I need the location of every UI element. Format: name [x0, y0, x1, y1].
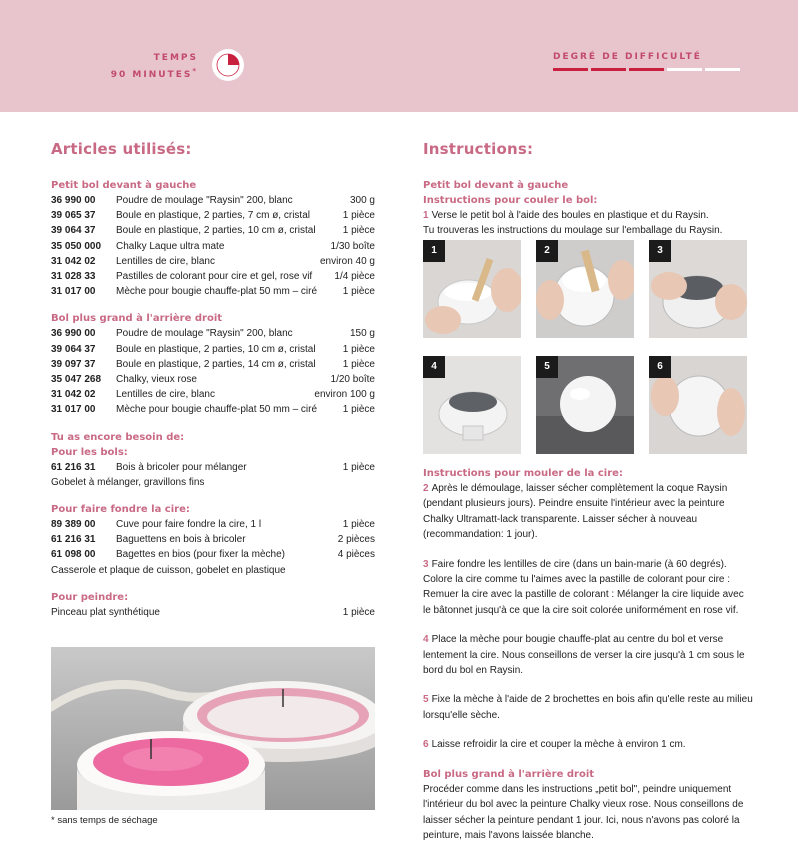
- material-desc: Poudre de moulage "Raysin" 200, blanc: [116, 195, 293, 206]
- step1-text2: Tu trouveras les instructions du moulage sur l'emballage du Raysin.: [423, 225, 723, 237]
- material-desc: Boule en plastique, 2 parties, 14 cm ø, cristal: [116, 358, 316, 370]
- material-desc: Mèche pour bougie chauffe-plat 50 mm – ciré: [116, 286, 318, 298]
- group3-subtitle: Pour les bols:: [51, 446, 128, 458]
- step2-text: Après le démoulage, laisser sécher complètement la coque Raysin (pendant plusieurs jours). Peindre ensuite l'intérieur avec la peinture Chalky Ultramatt-lack transparente. Laisser sécher à nouveau (recommandation: 1 jour).: [423, 483, 728, 541]
- material-qty: 300 g: [349, 195, 375, 206]
- material-desc: Pinceau plat synthétique: [51, 606, 160, 618]
- instructions-sub1: Petit bol devant à gauche: [423, 180, 569, 191]
- material-qty: 1 pièce: [342, 358, 375, 370]
- material-code: 36 990 00: [51, 195, 96, 206]
- difficulty-bar: [629, 68, 664, 71]
- material-desc: Mèche pour bougie chauffe-plat 50 mm – ciré: [116, 404, 318, 416]
- group1-title: Petit bol devant à gauche: [51, 180, 197, 191]
- step3-text: Faire fondre les lentilles de cire (dans un bain-marie (à 60 degrés). Colore la cire comme tu l'aimes avec la pastille de colorant pour cire : Remuer la cire avec la pastille de colorant : Mélanger la cire liquide avec le bâtonnet jusqu'à ce que la cire soit colorée uniformément en rose vif.: [423, 558, 744, 616]
- group3-list: [51, 460, 375, 475]
- material-desc: Chalky, vieux rose: [116, 374, 197, 386]
- step-photo: [649, 240, 747, 338]
- material-qty: 1 pièce: [342, 606, 375, 618]
- material-desc: Pastilles de colorant pour cire et gel, rose vif: [116, 271, 313, 283]
- step3-paragraph: [423, 557, 753, 619]
- material-row: [51, 193, 375, 208]
- step-photo: [649, 356, 747, 454]
- step2-paragraph: [423, 481, 753, 543]
- time-caption: TEMPS: [153, 53, 198, 63]
- material-desc: Chalky Laque ultra mate: [116, 240, 225, 252]
- material-code: 31 017 00: [51, 404, 96, 416]
- step-badge: 5: [536, 356, 558, 378]
- material-qty: 2 pièces: [337, 534, 375, 546]
- material-desc: Boule en plastique, 2 parties, 10 cm ø, cristal: [116, 343, 316, 355]
- material-qty: 1 pièce: [342, 461, 375, 473]
- instructions-heading: Instructions:: [423, 140, 534, 158]
- step1-paragraph: [423, 208, 753, 223]
- material-code: 61 216 31: [51, 534, 96, 546]
- difficulty-bar: [667, 68, 702, 71]
- step1-text: Verse le petit bol à l'aide des boules en plastique et du Raysin.: [431, 210, 709, 221]
- step4-paragraph: [423, 632, 753, 678]
- group5-title: Pour peindre:: [51, 591, 129, 603]
- step6-text: Laisse refroidir la cire et couper la mèche à environ 1 cm.: [431, 739, 686, 751]
- material-code: 39 064 37: [51, 225, 96, 237]
- material-code: 39 065 37: [51, 210, 96, 222]
- material-code: 31 042 02: [51, 255, 96, 267]
- material-desc: Bois à bricoler pour mélanger: [116, 461, 247, 473]
- group4-list: [51, 517, 375, 563]
- group4-extra: Casserole et plaque de cuisson, gobelet en plastique: [51, 564, 286, 576]
- material-code: 31 028 33: [51, 271, 96, 283]
- material-code: 61 216 31: [51, 461, 96, 473]
- material-desc: Bagettes en bios (pour fixer la mèche): [116, 549, 285, 561]
- material-qty: environ 100 g: [314, 389, 375, 401]
- clock-icon: [212, 49, 244, 81]
- material-row: [51, 284, 375, 299]
- time-footnote-mark: *: [192, 67, 198, 75]
- step-number: 1: [423, 210, 429, 221]
- material-row: [51, 269, 375, 284]
- material-row: [51, 605, 375, 620]
- step-badge: 6: [649, 356, 671, 378]
- step-photo: [423, 356, 521, 454]
- material-code: 31 042 02: [51, 389, 96, 401]
- group1-list: [51, 193, 375, 299]
- group2-list: [51, 326, 375, 417]
- instructions-column: [423, 140, 753, 239]
- step-photo: [423, 240, 521, 338]
- material-qty: 1/4 pièce: [334, 271, 375, 283]
- material-row: [51, 326, 375, 341]
- material-code: 61 098 00: [51, 549, 96, 561]
- big-bowl-title: Bol plus grand à l'arrière droit: [423, 768, 595, 780]
- time-value: 90 MINUTES*: [110, 67, 198, 80]
- material-code: 36 990 00: [51, 328, 96, 340]
- material-row: [51, 387, 375, 402]
- step-photos: [423, 240, 753, 454]
- material-qty: 1/20 boîte: [330, 374, 375, 386]
- difficulty-bar: [591, 68, 626, 71]
- step5-text: Fixe la mèche à l'aide de 2 brochettes en bois afin qu'elle reste au milieu lorsqu'elle sèche.: [423, 694, 753, 721]
- step-number: 5: [423, 694, 429, 706]
- material-code: 39 097 37: [51, 358, 96, 370]
- material-code: 35 047 268: [51, 374, 102, 386]
- material-code: 31 017 00: [51, 286, 96, 298]
- material-row: [51, 254, 375, 269]
- material-row: [51, 517, 375, 532]
- material-qty: 1 pièce: [342, 519, 375, 531]
- step-number: 6: [423, 739, 429, 751]
- step-badge: 2: [536, 240, 558, 262]
- material-qty: 1 pièce: [342, 286, 375, 298]
- step5-paragraph: [423, 692, 753, 723]
- material-qty: 4 pièces: [337, 549, 375, 561]
- step-photo: [536, 356, 634, 454]
- material-desc: Boule en plastique, 2 parties, 7 cm ø, cristal: [116, 210, 310, 222]
- material-row: [51, 532, 375, 547]
- material-row: [51, 342, 375, 357]
- group3-extra: Gobelet à mélanger, gravillons fins: [51, 476, 205, 488]
- wax-instructions: [423, 466, 753, 843]
- material-code: 89 389 00: [51, 519, 96, 531]
- material-qty: environ 40 g: [319, 255, 375, 267]
- step-photo: [536, 240, 634, 338]
- big-bowl-text: Procéder comme dans les instructions „petit bol", peindre uniquement l'intérieur du bol avec la peinture Chalky vieux rose. Nous conseillons de laisser sécher la peinture pendant 1 jour. Ici, nous n'avons pas coloré la peinture, mais l'avons laissée blanche.: [423, 783, 744, 841]
- group2-title: Bol plus grand à l'arrière droit: [51, 313, 223, 325]
- material-desc: Boule en plastique, 2 parties, 10 cm ø, cristal: [116, 225, 316, 237]
- difficulty-bar: [705, 68, 740, 71]
- material-qty: 1 pièce: [342, 210, 375, 222]
- material-desc: Lentilles de cire, blanc: [116, 255, 215, 267]
- header-band: [0, 0, 798, 112]
- step-badge: 1: [423, 240, 445, 262]
- difficulty-label: DEGRÉ DE DIFFICULTÉ: [553, 52, 702, 62]
- material-code: 35 050 000: [51, 240, 102, 252]
- material-row: [51, 208, 375, 223]
- material-qty: 1/30 boîte: [330, 240, 375, 252]
- material-code: 39 064 37: [51, 343, 96, 355]
- material-row: [51, 372, 375, 387]
- material-row: [51, 547, 375, 562]
- material-row: [51, 239, 375, 254]
- instructions-sub2: Instructions pour couler le bol:: [423, 195, 598, 206]
- difficulty-bar: [553, 68, 588, 71]
- step-number: 4: [423, 634, 429, 646]
- step-badge: 4: [423, 356, 445, 378]
- materials-column: [51, 140, 375, 620]
- step6-paragraph: [423, 737, 753, 752]
- step4-text: Place la mèche pour bougie chauffe-plat au centre du bol et verse lentement la cire. Nous conseillons de verser la cire jusqu'à 1 cm sous le bord du bol en Raysin.: [423, 634, 745, 677]
- materials-heading: Articles utilisés:: [51, 140, 192, 158]
- material-desc: Baguettens en bois à bricoler: [116, 534, 246, 546]
- footnote: * sans temps de séchage: [51, 815, 158, 826]
- group3-title: Tu as encore besoin de:: [51, 431, 185, 443]
- material-qty: 150 g: [349, 328, 375, 340]
- material-row: [51, 460, 375, 475]
- step-number: 3: [423, 558, 429, 570]
- difficulty-meter: [553, 68, 740, 71]
- wax-title: Instructions pour mouler de la cire:: [423, 468, 623, 479]
- material-desc: Cuve pour faire fondre la cire, 1 l: [116, 519, 262, 531]
- group4-title: Pour faire fondre la cire:: [51, 504, 190, 516]
- material-row: [51, 402, 375, 417]
- material-row: [51, 223, 375, 238]
- material-desc: Poudre de moulage "Raysin" 200, blanc: [116, 328, 293, 340]
- candle-bowls-photo: [51, 647, 375, 810]
- material-row: [51, 357, 375, 372]
- material-qty: 1 pièce: [342, 404, 375, 416]
- step-number: 2: [423, 483, 429, 494]
- material-qty: 1 pièce: [342, 225, 375, 237]
- time-label: [111, 52, 198, 82]
- material-desc: Lentilles de cire, blanc: [116, 389, 215, 401]
- step-badge: 3: [649, 240, 671, 262]
- material-qty: 1 pièce: [342, 343, 375, 355]
